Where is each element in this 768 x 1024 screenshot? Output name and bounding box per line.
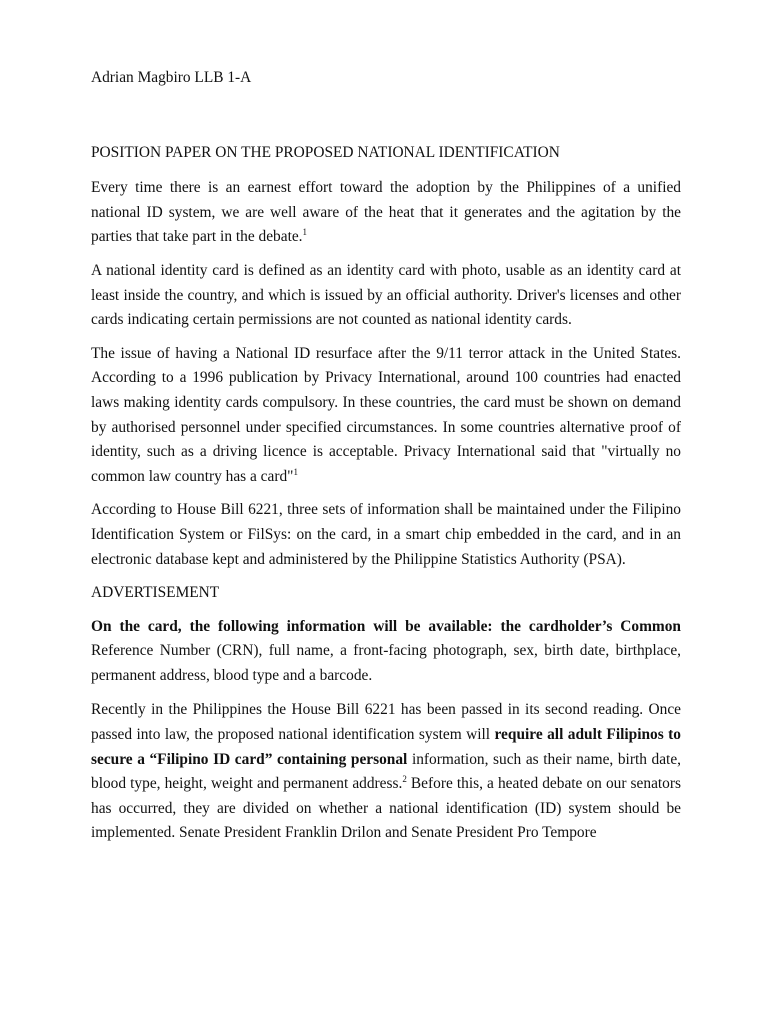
footnote-marker-2: 2 [402, 774, 407, 785]
advertisement-label: ADVERTISEMENT [91, 584, 220, 602]
paragraph-6-bold: require all adult Filipinos to secure a “Filipino ID card” containing personal [91, 726, 681, 768]
paragraph-4: According to House Bill 6221, three sets of information shall be maintained under the Filipino Identification System or FilSys: on the card, in a smart chip embedded in the card, and in an electronic database kept and administered by the Philippine Statistics Authority (PSA). [91, 501, 681, 568]
paragraph-6-mid: information, such as their name, birth date, blood type, height, weight and permanent address. [91, 750, 681, 793]
author-line: Adrian Magbiro LLB 1-A [91, 69, 252, 86]
paragraph-2: A national identity card is defined as an identity card with photo, usable as an identity card at least inside the country, and which is issued by an official authority. Driver's licenses and other cards indicating certain permissions are not counted as national identity cards. [91, 261, 681, 329]
paragraph-6-start: Recently in the Philippines the House Bill 6221 has been passed in its second reading. Once passed into law, the proposed national identification system will [91, 701, 681, 744]
paragraph-3 [91, 342, 681, 490]
paragraph-1 [91, 176, 681, 250]
paragraph-6-end: Before this, a heated debate on our senators has occurred, they are divided on whether a national identification (ID) system should be implemented. Senate President Franklin Drilon and Senate President Pro Tempore [91, 775, 681, 842]
document-title: POSITION PAPER ON THE PROPOSED NATIONAL IDENTIFICATION [91, 143, 560, 161]
footnote-marker: 1 [293, 466, 298, 477]
paragraph-3-text: The issue of having a National ID resurface after the 9/11 terror attack in the United States. According to a 1996 publication by Privacy International, around 100 countries had enacted laws making identity cards compulsory. In these countries, the card must be shown on demand by authorised personnel under specified circumstances. In some countries alternative proof of identity, such as a driving licence is acceptable. Privacy International said that "virtually no common law country has a card" [91, 344, 681, 485]
paragraph-1-text: Every time there is an earnest effort toward the adoption by the Philippines of a unified national ID system, we are well aware of the heat that it generates and the agitation by the parties that take part in the debate. [91, 179, 681, 246]
paragraph-6 [91, 698, 681, 846]
footnote-marker: 1 [302, 227, 308, 238]
paragraph-5 [91, 615, 681, 689]
paragraph-5-bold: On the card, the following information will be available: the cardholder’s Common [91, 617, 681, 635]
paragraph-5-text: Reference Number (CRN), full name, a front-facing photograph, sex, birth date, birthplace, permanent address, blood type and a barcode. [91, 642, 681, 684]
